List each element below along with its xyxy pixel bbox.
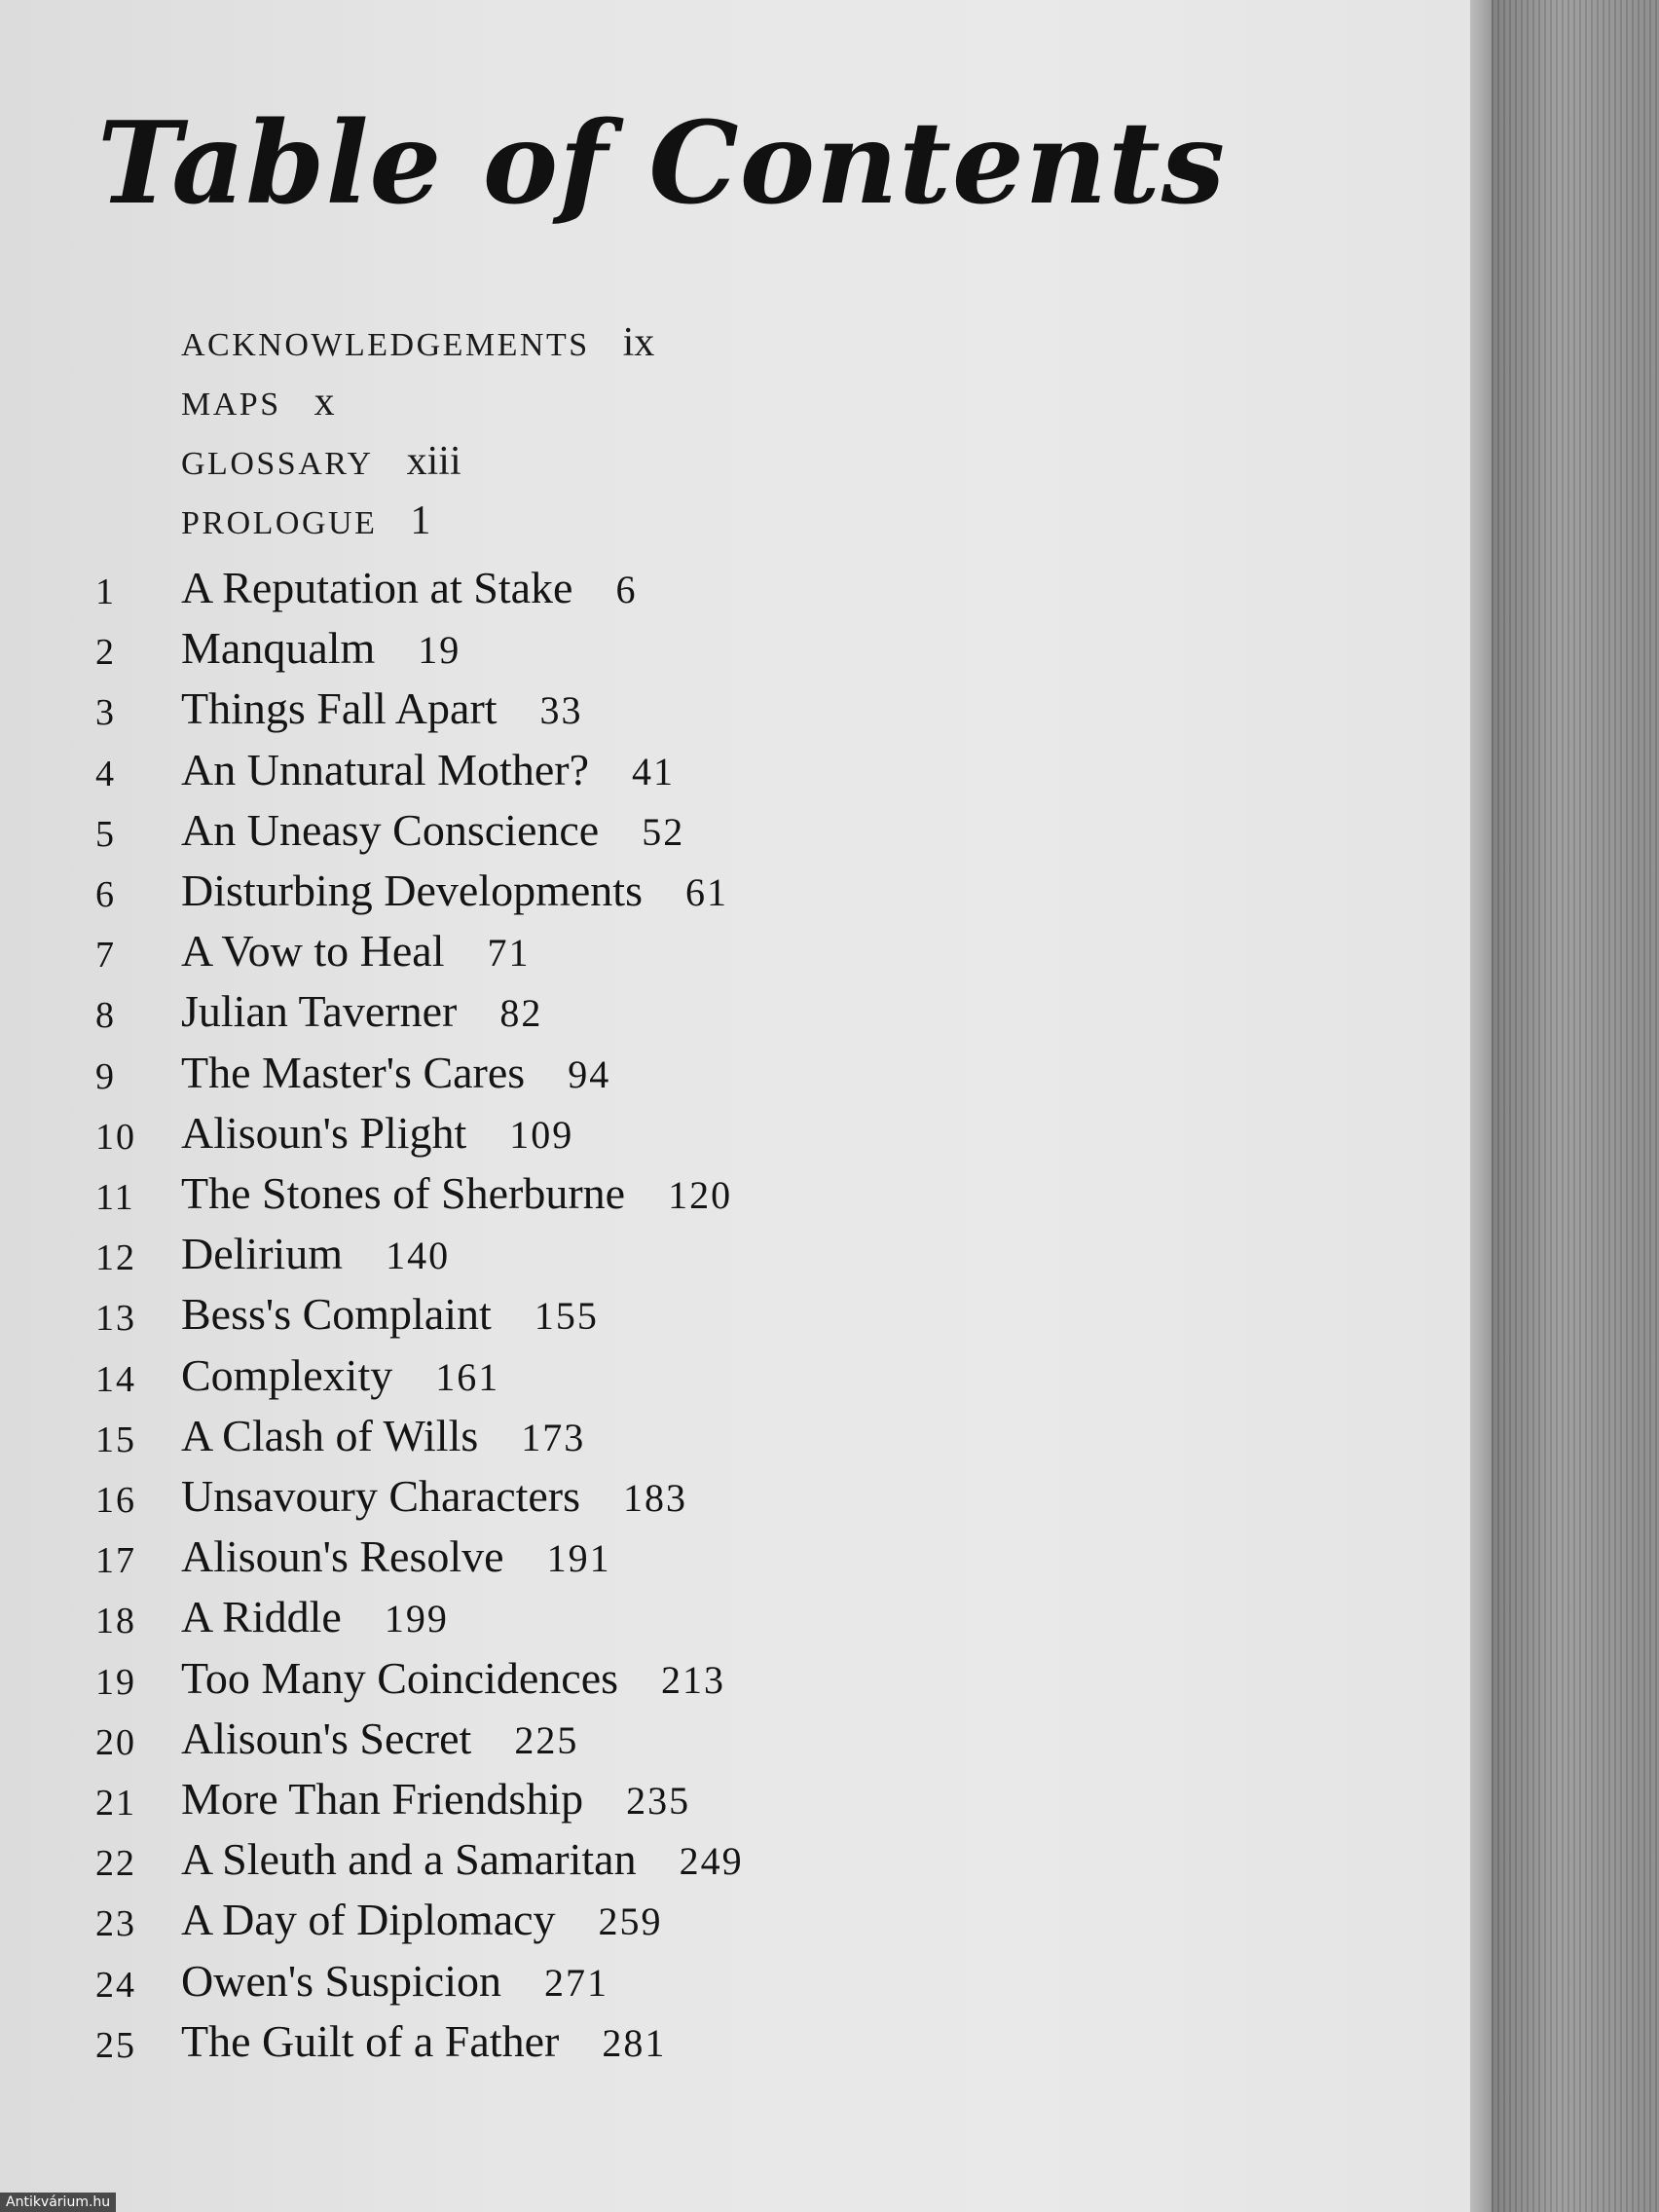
chapter-title: Unsavoury Characters [181,1471,581,1521]
chapter-row [0,1704,974,1764]
chapter-page-number: 140 [386,1234,451,1278]
chapter-row [0,1038,974,1098]
chapter-number: 15 [95,1419,136,1460]
front-matter-label: MAPS [181,387,281,423]
chapter-title: More Than Friendship [181,1774,584,1824]
chapter-page-number: 41 [632,749,675,793]
chapter-row [0,1098,974,1159]
chapter-number: 7 [95,935,116,977]
chapter-entry [181,622,461,674]
front-matter-item [181,498,430,556]
chapter-page-number: 225 [514,1717,579,1762]
chapter-number: 9 [95,1055,116,1097]
chapter-page-number: 82 [499,991,543,1036]
chapter-number: 8 [95,995,116,1037]
chapter-title: Julian Taverner [181,986,458,1037]
chapter-page-number: 213 [661,1657,726,1702]
chapter-title: The Guilt of a Father [181,2015,560,2066]
chapter-row [0,1279,974,1340]
chapter-row [0,2007,974,2067]
chapter-number: 3 [95,692,116,734]
chapter-row [0,916,974,977]
chapter-page-number: 109 [509,1112,574,1157]
chapter-row [0,856,974,916]
chapter-entry [181,1167,732,1219]
chapter-entry [181,1833,744,1885]
chapter-number: 11 [95,1177,135,1218]
front-matter-page: 1 [410,498,431,543]
chapter-page-number: 271 [544,1960,609,2005]
chapter-entry [181,1288,599,1340]
chapter-entry [181,985,542,1037]
chapter-entry [181,1228,450,1279]
chapter-number: 6 [95,874,116,915]
chapter-title: Manqualm [181,623,376,674]
chapter-number: 13 [95,1298,136,1340]
chapter-title: Too Many Coincidences [181,1652,619,1703]
chapter-number: 16 [95,1480,136,1521]
chapter-page-number: 120 [668,1173,733,1217]
front-matter-item [181,379,335,437]
chapter-title: A Riddle [181,1592,342,1642]
chapter-title: A Day of Diplomacy [181,1895,556,1945]
front-matter-item [181,438,461,497]
chapter-title: Bess's Complaint [181,1289,492,1340]
chapter-entry [181,744,675,795]
chapter-number: 25 [95,2024,136,2066]
chapter-page-number: 235 [626,1779,691,1823]
chapter-row [0,1341,974,1401]
chapter-entry [181,804,684,856]
chapter-page-number: 155 [534,1294,599,1339]
front-matter-page: xiii [406,439,461,484]
chapter-entry [181,1652,725,1704]
chapter-number: 14 [95,1358,136,1400]
chapter-row [0,1401,974,1461]
chapter-entry [181,1591,449,1642]
chapter-row [0,1764,974,1825]
chapter-entry [181,682,583,734]
book-spine-shadow [1492,0,1659,2212]
chapter-entry [181,1410,585,1461]
front-matter-page: ix [622,320,655,365]
chapter-number: 2 [95,632,116,674]
chapter-title: A Sleuth and a Samaritan [181,1834,637,1885]
chapter-entry [181,865,728,916]
chapter-number: 10 [95,1116,136,1158]
watermark: Antikvárium.hu [0,2193,116,2212]
chapter-row [0,1522,974,1582]
chapter-title: A Reputation at Stake [181,563,573,612]
chapter-page-number: 61 [685,870,728,914]
chapter-title: Owen's Suspicion [181,1955,502,2006]
page-edge [1470,0,1492,2212]
chapter-row [0,795,974,856]
chapter-row [0,1885,974,1945]
chapter-number: 18 [95,1601,136,1642]
chapter-page-number: 191 [546,1536,611,1581]
chapter-title: Alisoun's Resolve [181,1531,504,1582]
chapter-title: Alisoun's Secret [181,1713,472,1763]
chapter-page-number: 161 [435,1354,500,1399]
chapter-page-number: 6 [615,568,638,611]
chapter-page-number: 94 [568,1051,611,1096]
chapter-entry [181,562,637,613]
chapter-page-number: 249 [679,1839,744,1884]
chapter-page-number: 281 [602,2020,667,2065]
chapter-entry [181,1470,687,1522]
front-matter-label: ACKNOWLEDGEMENTS [181,327,590,363]
chapter-title: The Master's Cares [181,1047,526,1097]
chapter-row [0,1159,974,1219]
front-matter-page: x [313,380,335,424]
chapter-page-number: 183 [623,1476,688,1520]
chapter-row [0,1946,974,2007]
chapter-row [0,1643,974,1704]
chapter-number: 21 [95,1783,136,1824]
chapter-page-number: 33 [539,688,583,733]
chapter-title: An Uneasy Conscience [181,804,600,855]
chapter-entry [181,1713,578,1764]
chapter-page-number: 259 [598,1899,663,1944]
chapter-row [0,735,974,795]
chapter-row [0,1825,974,1885]
chapter-number: 12 [95,1237,136,1279]
chapter-page-number: 173 [521,1415,586,1459]
chapter-page-number: 71 [487,931,531,976]
chapter-row [0,1461,974,1522]
chapter-entry [181,1894,663,1945]
chapter-entry [181,2015,666,2067]
chapter-title: Disturbing Developments [181,866,643,915]
chapter-title: Alisoun's Plight [181,1107,467,1158]
chapter-title: Delirium [181,1229,344,1279]
chapter-number: 24 [95,1964,136,2006]
chapter-number: 5 [95,813,116,855]
page-title: Table of Contents [97,97,1227,230]
front-matter-label: PROLOGUE [181,505,378,541]
chapter-title: A Vow to Heal [181,926,445,977]
chapter-number: 1 [95,571,116,612]
chapter-number: 23 [95,1903,136,1945]
front-matter-label: GLOSSARY [181,446,374,482]
chapter-row [0,977,974,1037]
chapter-title: Complexity [181,1349,393,1400]
chapter-number: 4 [95,753,116,794]
chapter-number: 22 [95,1843,136,1885]
chapter-row [0,613,974,674]
chapter-entry [181,1773,690,1825]
chapter-entry [181,925,530,977]
chapter-title: Things Fall Apart [181,683,498,734]
chapter-title: A Clash of Wills [181,1410,479,1460]
chapter-entry [181,1530,611,1582]
chapter-number: 17 [95,1540,136,1582]
chapter-page-number: 19 [418,628,461,673]
chapter-entry [181,1955,608,2007]
chapter-page-number: 52 [642,809,685,854]
chapter-entry [181,1107,573,1159]
chapter-row [0,553,974,613]
chapter-entry [181,1047,610,1098]
chapter-title: An Unnatural Mother? [181,744,589,794]
chapter-row [0,1219,974,1279]
front-matter-item [181,319,654,378]
chapter-title: The Stones of Sherburne [181,1168,626,1218]
chapter-number: 19 [95,1661,136,1703]
chapter-page-number: 199 [384,1597,449,1641]
chapter-entry [181,1349,499,1401]
chapter-number: 20 [95,1721,136,1763]
chapter-row [0,1582,974,1642]
chapter-row [0,674,974,734]
